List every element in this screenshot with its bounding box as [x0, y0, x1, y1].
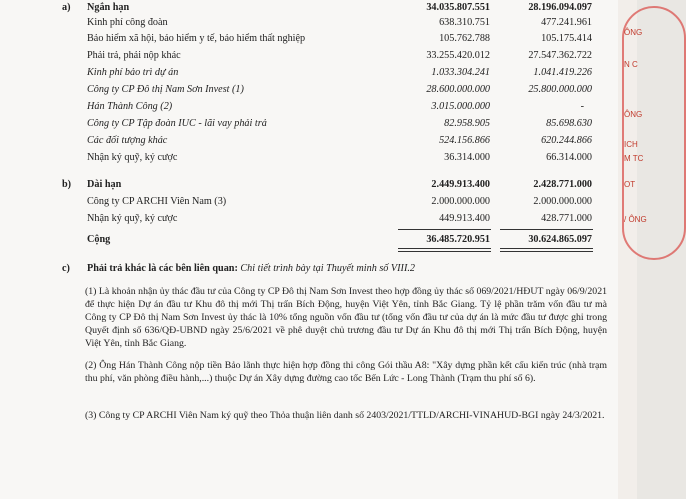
row-value-2: 620.244.866	[541, 135, 592, 146]
row-label: Công ty CP Đô thị Nam Sơn Invest (1)	[87, 84, 244, 95]
row-value-1: 3.015.000.000	[431, 101, 490, 112]
divider	[398, 248, 491, 249]
row-value-2: 1.041.419.226	[533, 67, 592, 78]
section-c-note: Chi tiết trình bày tại Thuyết minh số VIII.2	[240, 263, 415, 274]
note-3: (3) Công ty CP ARCHI Viên Nam ký quỹ theo Thỏa thuận liên danh số 2403/2021/TTLD/ARCHI-VINAHUD-BGI ngày 24/3/2021.	[85, 410, 605, 421]
note-2: (2) Ông Hán Thành Công nộp tiền Bảo lãnh thực hiện hợp đồng thi công Gói thầu A8: "Xây dựng phần kết cấu kiến trúc (nhà trạm thu phí, văn phòng điều hành,...) thuộc Dự án Xây dựng đường cao tốc Bến Lức - Long Thành (Trạm thu phí số 6).	[85, 360, 607, 384]
row-value-1: 82.958.905	[444, 118, 490, 129]
divider	[500, 248, 593, 249]
row-value-2: 105.175.414	[541, 33, 592, 44]
note-1: (1) Là khoản nhận ủy thác đầu tư của Công ty CP Đô thị Nam Sơn Invest theo hợp đồng ủy thác số 069/2021/HĐUT ngày 06/9/2021 để thực hiện Dự án đầu tư Khu đô thị mới Thị trấn Bích Động, huyện Việt Yên, tỉnh Bắc Giang. Tỷ lệ phần trăm vốn đầu tư mà Công ty CP Đô thị Nam Sơn Invest ủy thác là 10% tổng nguồn vốn đầu tư (tổng vốn đầu tư của dự án là mức đầu tư được ghi trong Quyết định số 636/QĐ-UBND ngày 25/6/2021 về phê duyệt chủ trương đầu tư Dự án Khu đô thị mới Thị trấn Bích Động, huyện Việt Yên, tỉnh Bắc Giang.	[85, 286, 607, 349]
section-c-letter: c)	[62, 263, 70, 274]
total-value-1: 36.485.720.951	[426, 234, 490, 245]
stamp-text: OT	[624, 180, 636, 189]
row-value-2: 27.547.362.722	[528, 50, 592, 61]
total-label: Cộng	[87, 234, 111, 245]
row-value-2: 85.698.630	[546, 118, 592, 129]
row-value-2: 25.800.000.000	[528, 84, 592, 95]
stamp-text: ÔNG	[624, 28, 643, 37]
row-label: Nhận ký quỹ, ký cược	[87, 213, 178, 224]
row-label: Hán Thành Công (2)	[87, 101, 173, 112]
row-label: Các đối tượng khác	[87, 135, 168, 146]
row-value-2: 477.241.961	[541, 17, 592, 28]
section-c-title: Phải trả khác là các bên liên quan:	[87, 263, 238, 274]
row-value-2: 428.771.000	[541, 213, 592, 224]
total-value-2: 30.624.865.097	[528, 234, 592, 245]
section-a-total-2: 28.196.094.097	[528, 2, 592, 13]
section-b-letter: b)	[62, 179, 72, 190]
row-value-1: 1.033.304.241	[431, 67, 490, 78]
section-b-total-2: 2.428.771.000	[533, 179, 592, 190]
stamp-text: N C	[624, 60, 638, 69]
stamp-text: / ÔNG	[624, 215, 647, 224]
section-b-total-1: 2.449.913.400	[431, 179, 490, 190]
section-a-title: Ngắn hạn	[87, 2, 130, 13]
row-value-1: 105.762.788	[439, 33, 490, 44]
section-b-title: Dài hạn	[87, 179, 122, 190]
divider	[398, 251, 491, 252]
row-value-1: 524.156.866	[439, 135, 490, 146]
row-label: Công ty CP Tập đoàn IUC - lãi vay phải trả	[87, 118, 267, 129]
row-label: Kinh phí bảo trì dự án	[87, 67, 179, 78]
stamp-text: ICH	[624, 140, 638, 149]
row-value-1: 28.600.000.000	[426, 84, 490, 95]
row-value-1: 33.255.420.012	[426, 50, 490, 61]
row-value-1: 638.310.751	[439, 17, 490, 28]
row-label: Kinh phí công đoàn	[87, 17, 168, 28]
divider	[398, 229, 491, 230]
section-c-header	[62, 262, 415, 275]
row-label: Nhận ký quỹ, ký cược	[87, 152, 178, 163]
divider	[500, 229, 593, 230]
row-value-2: -	[580, 101, 584, 112]
row-label: Bảo hiểm xã hội, bảo hiểm y tế, bảo hiểm thất nghiệp	[87, 33, 306, 44]
section-a-letter: a)	[62, 2, 71, 13]
row-value-1: 36.314.000	[444, 152, 490, 163]
divider	[500, 251, 593, 252]
row-label: Phải trả, phải nộp khác	[87, 50, 181, 61]
row-value-2: 2.000.000.000	[533, 196, 592, 207]
row-value-1: 449.913.400	[439, 213, 490, 224]
row-value-1: 2.000.000.000	[431, 196, 490, 207]
stamp-text: M TC	[624, 154, 644, 163]
stamp-text: ÔNG	[624, 110, 643, 119]
row-label: Công ty CP ARCHI Viên Nam (3)	[87, 196, 227, 207]
red-stamp	[618, 0, 647, 499]
section-a-total-1: 34.035.807.551	[426, 2, 490, 13]
row-value-2: 66.314.000	[546, 152, 592, 163]
